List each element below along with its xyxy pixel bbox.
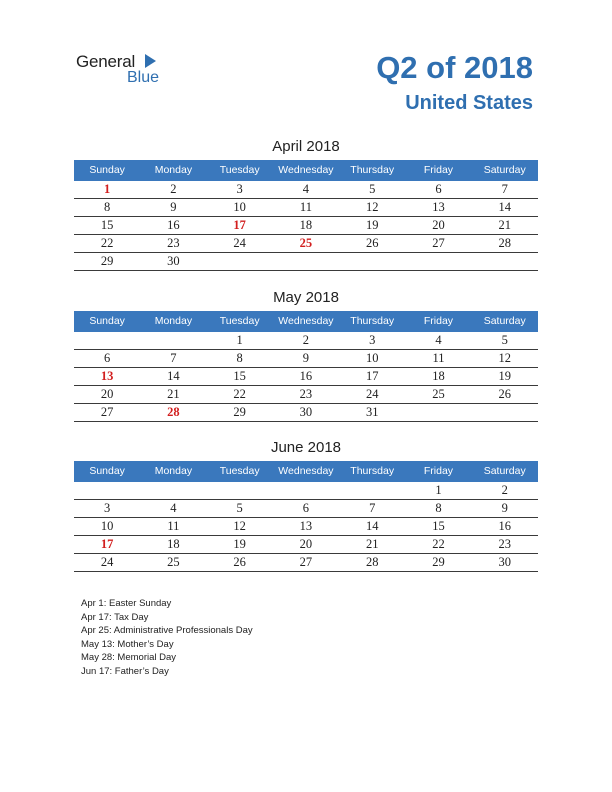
week-row	[74, 536, 538, 554]
weekday-label: Tuesday	[219, 465, 260, 477]
day-cell	[472, 404, 538, 421]
weekday-label: Thursday	[350, 465, 395, 477]
week-row	[74, 554, 538, 572]
day-cell: 8	[435, 501, 442, 515]
holiday-day-cell: 25	[299, 236, 313, 250]
day-cell: 18	[432, 369, 445, 383]
holiday-note: May 13: Mother’s Day	[81, 638, 174, 650]
day-cell: 28	[498, 236, 511, 250]
weekday-label: Friday	[423, 164, 454, 176]
day-cell: 26	[498, 387, 511, 401]
day-cell: 17	[365, 369, 379, 383]
day-cell: 23	[299, 387, 313, 401]
day-cell	[339, 253, 405, 270]
day-cell: 15	[100, 218, 114, 232]
day-cell: 16	[299, 369, 313, 383]
day-cell: 11	[299, 200, 312, 214]
weekday-label: Wednesday	[278, 164, 334, 176]
weekday-label: Monday	[154, 164, 193, 176]
day-cell: 2	[170, 182, 177, 196]
day-cell: 5	[236, 501, 243, 515]
page-title: Q2 of 2018	[376, 50, 533, 85]
day-cell: 6	[435, 182, 442, 196]
week-row	[74, 181, 538, 199]
week-row	[74, 332, 538, 350]
weekday-label: Thursday	[350, 315, 395, 327]
day-cell	[339, 482, 405, 499]
weekday-label: Sunday	[89, 164, 125, 176]
day-cell: 11	[167, 519, 180, 533]
weekday-label: Tuesday	[219, 164, 260, 176]
day-cell	[273, 253, 339, 270]
day-cell: 22	[432, 537, 445, 551]
day-cell: 8	[104, 200, 111, 214]
day-cell: 4	[170, 501, 177, 515]
week-row	[74, 217, 538, 235]
day-cell: 21	[365, 537, 379, 551]
weekday-label: Sunday	[89, 315, 125, 327]
weekday-label: Monday	[154, 465, 193, 477]
day-cell: 9	[302, 351, 310, 365]
day-cell: 11	[432, 351, 445, 365]
day-cell: 28	[365, 555, 379, 569]
day-cell: 13	[432, 200, 445, 214]
day-cell: 13	[299, 519, 313, 533]
day-cell	[140, 482, 206, 499]
day-cell: 12	[365, 200, 379, 214]
week-row	[74, 253, 538, 271]
day-cell	[207, 482, 273, 499]
holiday-note: Apr 25: Administrative Professionals Day	[81, 625, 253, 637]
day-cell: 26	[365, 236, 379, 250]
day-cell: 25	[167, 555, 180, 569]
day-cell: 6	[302, 501, 310, 515]
day-cell: 10	[233, 200, 246, 214]
page-subtitle: United States	[405, 92, 533, 114]
day-cell: 19	[365, 218, 379, 232]
day-cell: 1	[435, 483, 442, 497]
day-cell: 3	[369, 333, 376, 347]
week-row	[74, 404, 538, 422]
brand-logo	[76, 52, 186, 92]
week-row	[74, 518, 538, 536]
weekday-label: Wednesday	[278, 465, 334, 477]
day-cell: 27	[100, 405, 114, 419]
day-cell: 5	[501, 333, 508, 347]
logo-flag-icon	[145, 54, 156, 68]
day-cell: 9	[501, 501, 508, 515]
day-cell: 25	[432, 387, 445, 401]
weekday-label: Tuesday	[219, 315, 260, 327]
weekday-label: Sunday	[89, 465, 125, 477]
week-row	[74, 386, 538, 404]
logo-blue-text: Blue	[127, 69, 160, 86]
day-cell: 30	[167, 254, 180, 268]
day-cell: 23	[167, 236, 180, 250]
weekday-label: Monday	[154, 315, 193, 327]
day-cell	[140, 332, 206, 349]
holiday-day-cell: 17	[100, 537, 114, 551]
day-cell: 7	[170, 351, 177, 365]
day-cell: 10	[365, 351, 379, 365]
day-cell: 27	[299, 555, 313, 569]
day-cell: 23	[498, 537, 511, 551]
day-cell: 4	[435, 333, 442, 347]
day-cell: 26	[233, 555, 246, 569]
day-cell: 3	[236, 182, 243, 196]
day-cell	[472, 253, 538, 270]
day-cell: 10	[100, 519, 114, 533]
month-title: May 2018	[273, 289, 339, 306]
day-cell: 22	[100, 236, 114, 250]
holiday-day-cell: 28	[167, 405, 180, 419]
day-cell: 24	[100, 555, 114, 569]
day-cell: 4	[302, 182, 310, 196]
day-cell: 2	[501, 483, 508, 497]
day-cell: 29	[233, 405, 246, 419]
day-cell	[207, 253, 273, 270]
day-cell: 5	[369, 182, 376, 196]
day-cell: 12	[233, 519, 246, 533]
day-cell: 24	[365, 387, 379, 401]
day-cell: 15	[432, 519, 445, 533]
weekday-header	[74, 461, 538, 482]
day-cell: 27	[432, 236, 445, 250]
holiday-note: May 28: Memorial Day	[81, 652, 177, 664]
logo-general-text: General	[76, 52, 136, 71]
weekday-label: Saturday	[483, 315, 526, 327]
holiday-notes	[81, 597, 253, 679]
day-cell: 30	[299, 405, 313, 419]
day-cell	[405, 404, 471, 421]
day-cell: 12	[498, 351, 511, 365]
day-cell: 2	[302, 333, 310, 347]
day-cell	[74, 482, 140, 499]
day-cell	[74, 332, 140, 349]
day-cell: 21	[498, 218, 511, 232]
day-cell: 14	[167, 369, 180, 383]
day-cell: 24	[233, 236, 246, 250]
weekday-label: Saturday	[483, 465, 526, 477]
week-row	[74, 235, 538, 253]
weekday-label: Saturday	[483, 164, 526, 176]
week-row	[74, 482, 538, 500]
day-cell: 29	[432, 555, 445, 569]
day-cell: 1	[236, 333, 243, 347]
day-cell	[405, 253, 471, 270]
holiday-note: Apr 1: Easter Sunday	[81, 598, 172, 609]
week-row	[74, 368, 538, 386]
day-cell: 18	[167, 537, 180, 551]
month-calendar-april	[74, 138, 538, 271]
day-cell: 31	[365, 405, 379, 419]
week-row	[74, 500, 538, 518]
holiday-day-cell: 17	[233, 218, 246, 232]
day-cell: 22	[233, 387, 246, 401]
day-cell: 16	[498, 519, 511, 533]
day-cell: 3	[104, 501, 111, 515]
weekday-label: Wednesday	[278, 315, 334, 327]
day-cell: 19	[233, 537, 246, 551]
weekday-header	[74, 160, 538, 181]
month-title: June 2018	[270, 439, 342, 456]
day-cell: 20	[299, 537, 313, 551]
day-cell: 18	[299, 218, 313, 232]
day-cell: 9	[170, 200, 177, 214]
weekday-label: Friday	[423, 465, 454, 477]
day-cell: 6	[104, 351, 111, 365]
holiday-note: Apr 17: Tax Day	[81, 611, 149, 623]
weekday-header	[74, 311, 538, 332]
day-cell: 29	[100, 254, 114, 268]
day-cell: 20	[100, 387, 114, 401]
holiday-day-cell: 13	[100, 369, 114, 383]
day-cell: 14	[365, 519, 379, 533]
holiday-note: Jun 17: Father’s Day	[81, 665, 169, 677]
day-cell: 8	[236, 351, 243, 365]
day-cell: 15	[233, 369, 246, 383]
weekday-label: Friday	[423, 315, 454, 327]
day-cell: 7	[369, 501, 376, 515]
day-cell: 19	[498, 369, 511, 383]
month-calendar-may	[74, 289, 538, 422]
week-row	[74, 350, 538, 368]
weekday-label: Thursday	[350, 164, 395, 176]
day-cell: 20	[432, 218, 445, 232]
day-cell	[273, 482, 339, 499]
day-cell: 30	[498, 555, 511, 569]
holiday-day-cell: 1	[104, 182, 111, 196]
day-cell: 21	[167, 387, 180, 401]
day-cell: 14	[498, 200, 511, 214]
day-cell: 16	[167, 218, 180, 232]
month-calendar-june	[74, 439, 538, 572]
week-row	[74, 199, 538, 217]
day-cell: 7	[501, 182, 508, 196]
month-title: April 2018	[272, 138, 340, 155]
